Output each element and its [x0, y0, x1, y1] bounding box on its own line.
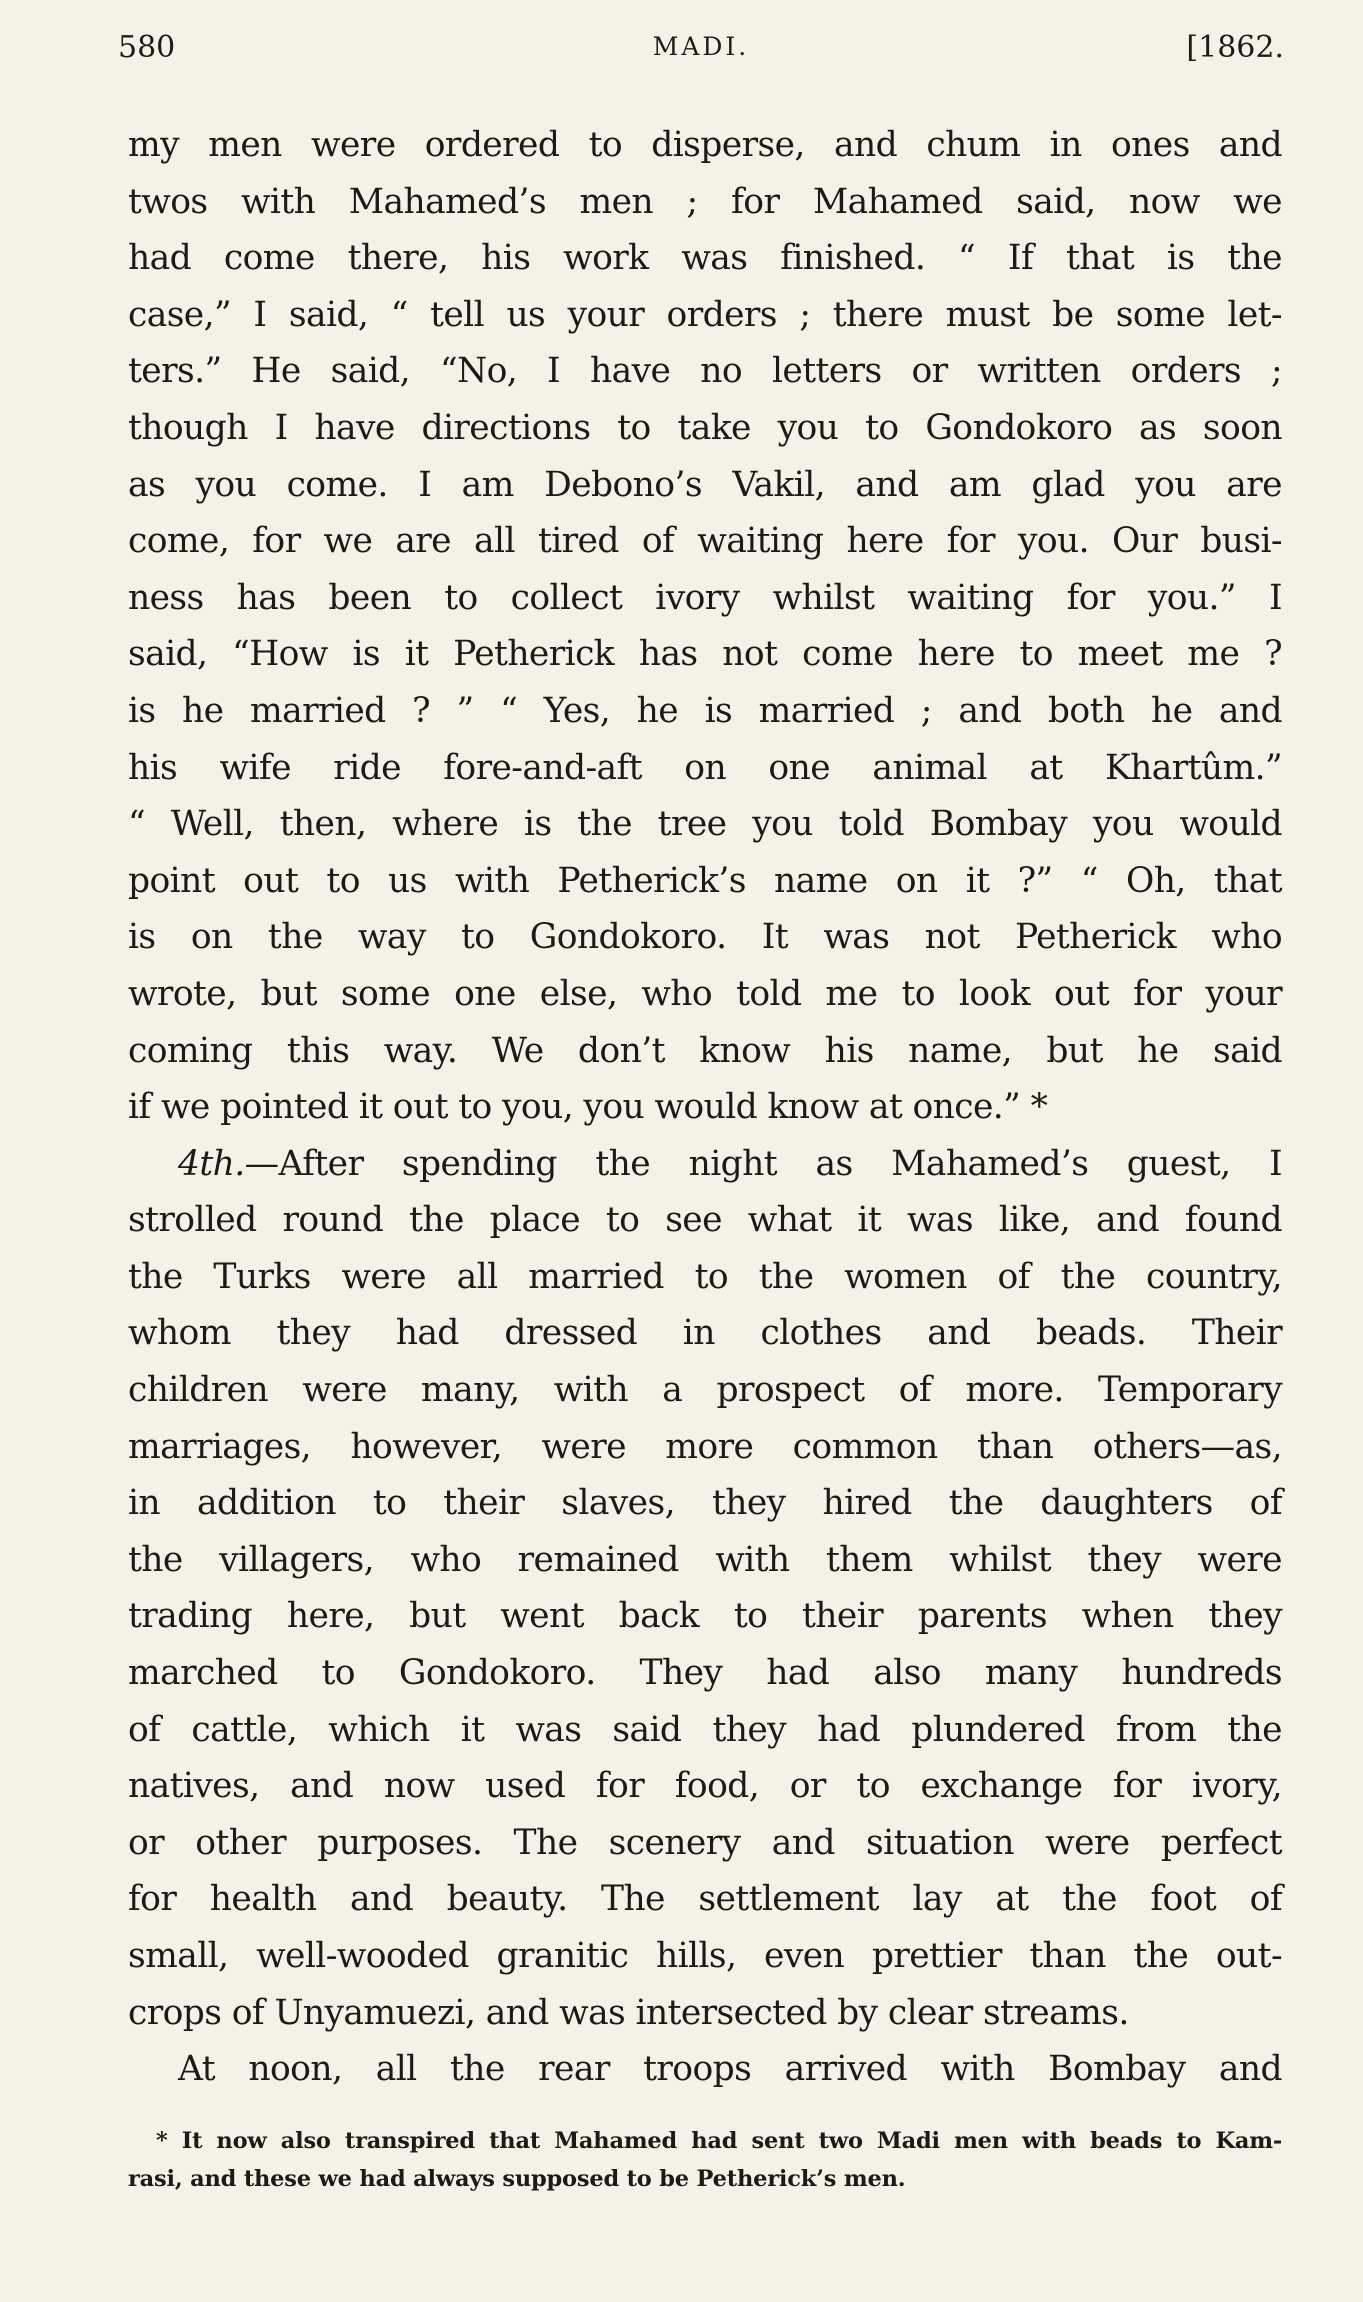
text-line: ness has been to collect ivory whilst waiting for you.” I	[128, 577, 1282, 618]
text-line: —After spending the night as Mahamed’s guest, I	[244, 1143, 1282, 1184]
text-line: children were many, with a prospect of more. Temporary	[128, 1370, 1282, 1411]
text-line: if we pointed it out to you, you would know at once.” *	[128, 1087, 1048, 1128]
text-line: natives, and now used for food, or to exchange for ivory,	[128, 1766, 1282, 1807]
text-line: crops of Unyamuezi, and was intersected by clear streams.	[128, 1992, 1129, 2033]
text-line: as you come. I am Debono’s Vakil, and am glad you are	[128, 464, 1282, 505]
text-line: is on the way to Gondokoro. It was not Petherick who	[128, 917, 1282, 958]
text-line: wrote, but some one else, who told me to look out for your	[128, 973, 1282, 1014]
text-line: though I have directions to take you to Gondokoro as soon	[128, 407, 1282, 448]
footnote-marker: *	[156, 2128, 168, 2154]
text-line: marriages, however, were more common than others—as,	[128, 1426, 1282, 1467]
page-number: 580	[118, 30, 176, 65]
text-line: case,” I said, “ tell us your orders ; there must be some let-	[128, 294, 1282, 335]
text-line: twos with Mahamed’s men ; for Mahamed said, now we	[128, 181, 1282, 222]
text-line: come, for we are all tired of waiting here for you. Our busi-	[128, 521, 1282, 562]
text-line: the villagers, who remained with them whilst they were	[128, 1539, 1282, 1580]
text-line: his wife ride fore-and-aft on one animal at Khartûm.”	[128, 747, 1282, 788]
footnote-text: It now also transpired that Mahamed had sent two Madi men with beads to Kam-	[181, 2128, 1282, 2154]
text-line: is he married ? ” “ Yes, he is married ; and both he and	[128, 690, 1282, 731]
text-line: whom they had dressed in clothes and beads. Their	[128, 1313, 1282, 1354]
text-line: small, well-wooded granitic hills, even prettier than the out-	[128, 1936, 1282, 1976]
text-line: of cattle, which it was said they had plundered from the	[128, 1709, 1282, 1750]
text-line: said, “How is it Petherick has not come here to meet me ?	[128, 634, 1282, 675]
text-line: my men were ordered to disperse, and chum in ones and	[128, 125, 1282, 165]
footnote-line	[128, 2122, 1282, 2160]
text-line: the Turks were all married to the women of the country,	[128, 1256, 1282, 1297]
text-line: At noon, all the rear troops arrived with Bombay and	[178, 2049, 1282, 2090]
date-label: 4th.	[178, 1143, 245, 1184]
footnote-line: rasi, and these we had always supposed to be Petherick’s men.	[128, 2166, 906, 2192]
text-line: “ Well, then, where is the tree you told Bombay you would	[128, 804, 1282, 845]
text-line: for health and beauty. The settlement lay at the foot of	[128, 1879, 1282, 1920]
text-line: or other purposes. The scenery and situation were perfect	[128, 1822, 1282, 1863]
text-line: strolled round the place to see what it was like, and found	[128, 1200, 1282, 1241]
text-line: marched to Gondokoro. They had also many hundreds	[128, 1653, 1282, 1694]
text-line: trading here, but went back to their parents when they	[128, 1596, 1282, 1637]
main-text	[128, 117, 1282, 2098]
text-line: coming this way. We don’t know his name, but he said	[128, 1030, 1282, 1071]
running-title: MADI.	[652, 32, 750, 61]
text-line: in addition to their slaves, they hired the daughters of	[128, 1483, 1282, 1524]
running-header	[118, 30, 1284, 80]
paragraph-start	[128, 1136, 1282, 1193]
header-year: [1862.	[1186, 30, 1284, 65]
text-line: point out to us with Petherick’s name on it ?” “ Oh, that	[128, 860, 1282, 901]
text-line: had come there, his work was finished. “ If that is the	[128, 238, 1282, 279]
footnote	[128, 2122, 1282, 2198]
text-line: ters.” He said, “No, I have no letters or written orders ;	[128, 351, 1282, 392]
